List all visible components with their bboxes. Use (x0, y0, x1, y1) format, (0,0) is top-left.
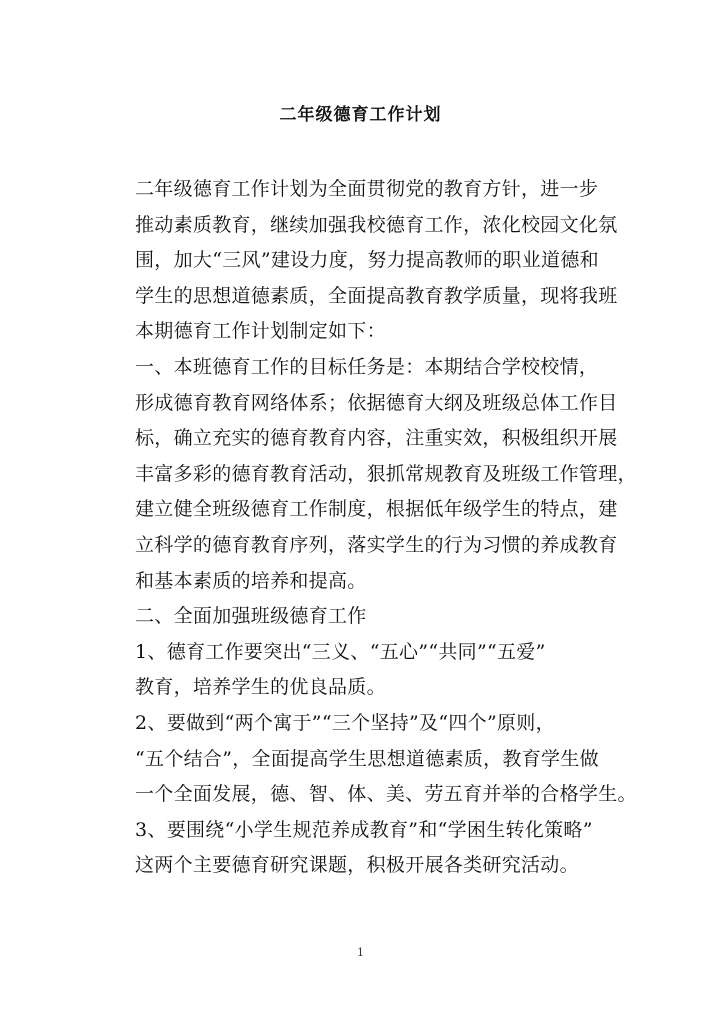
section-one-line: 一、本班德育工作的目标任务是：本期结合学校校情， (135, 355, 599, 378)
page-number: 1 (357, 946, 364, 959)
body-line: 学生的思想道德素质，全面提高教育教学质量，现将我班 (135, 284, 618, 307)
body-line: 这两个主要德育研究课题，积极开展各类研究活动。 (135, 854, 579, 877)
body-line: “五个结合”，全面提高学生思想道德素质，教育学生做 (135, 747, 599, 770)
body-line: 推动素质教育，继续加强我校德育工作，浓化校园文化氛 (135, 213, 618, 236)
section-two-heading: 二、全面加强班级德育工作 (135, 605, 367, 628)
list-item-2: 2、要做到“两个寓于”“三个坚持”及“四个”原则， (135, 711, 555, 734)
body-line: 本期德育工作计划制定如下： (135, 320, 386, 343)
body-line: 立科学的德育教育序列，落实学生的行为习惯的养成教育 (135, 533, 618, 556)
list-item-3: 3、要围绕“小学生规范养成教育”和“学困生转化策略” (135, 818, 593, 841)
body-line: 建立健全班级德育工作制度，根据低年级学生的特点，建 (135, 498, 618, 521)
body-line: 和基本素质的培养和提高。 (135, 569, 367, 592)
body-line: 标，确立充实的德育教育内容，注重实效，积极组织开展 (135, 427, 618, 450)
list-item-1: 1、德育工作要突出“三义、“五心”“共同”“五爱” (135, 640, 546, 663)
body-line: 形成德育教育网络体系；依据德育大纲及班级总体工作目 (135, 391, 618, 414)
body-line: 教育，培养学生的优良品质。 (135, 676, 386, 699)
body-line: 丰富多彩的德育教育活动，狠抓常规教育及班级工作管理， (135, 462, 637, 485)
body-line: 一个全面发展，德、智、体、美、劳五育并举的合格学生。 (135, 783, 637, 806)
document-title: 二年级德育工作计划 (279, 105, 442, 125)
body-line: 二年级德育工作计划为全面贯彻党的教育方针，进一步 (135, 178, 599, 200)
document-body (135, 172, 635, 884)
body-line: 围，加大“三风”建设力度，努力提高教师的职业道德和 (135, 249, 599, 272)
